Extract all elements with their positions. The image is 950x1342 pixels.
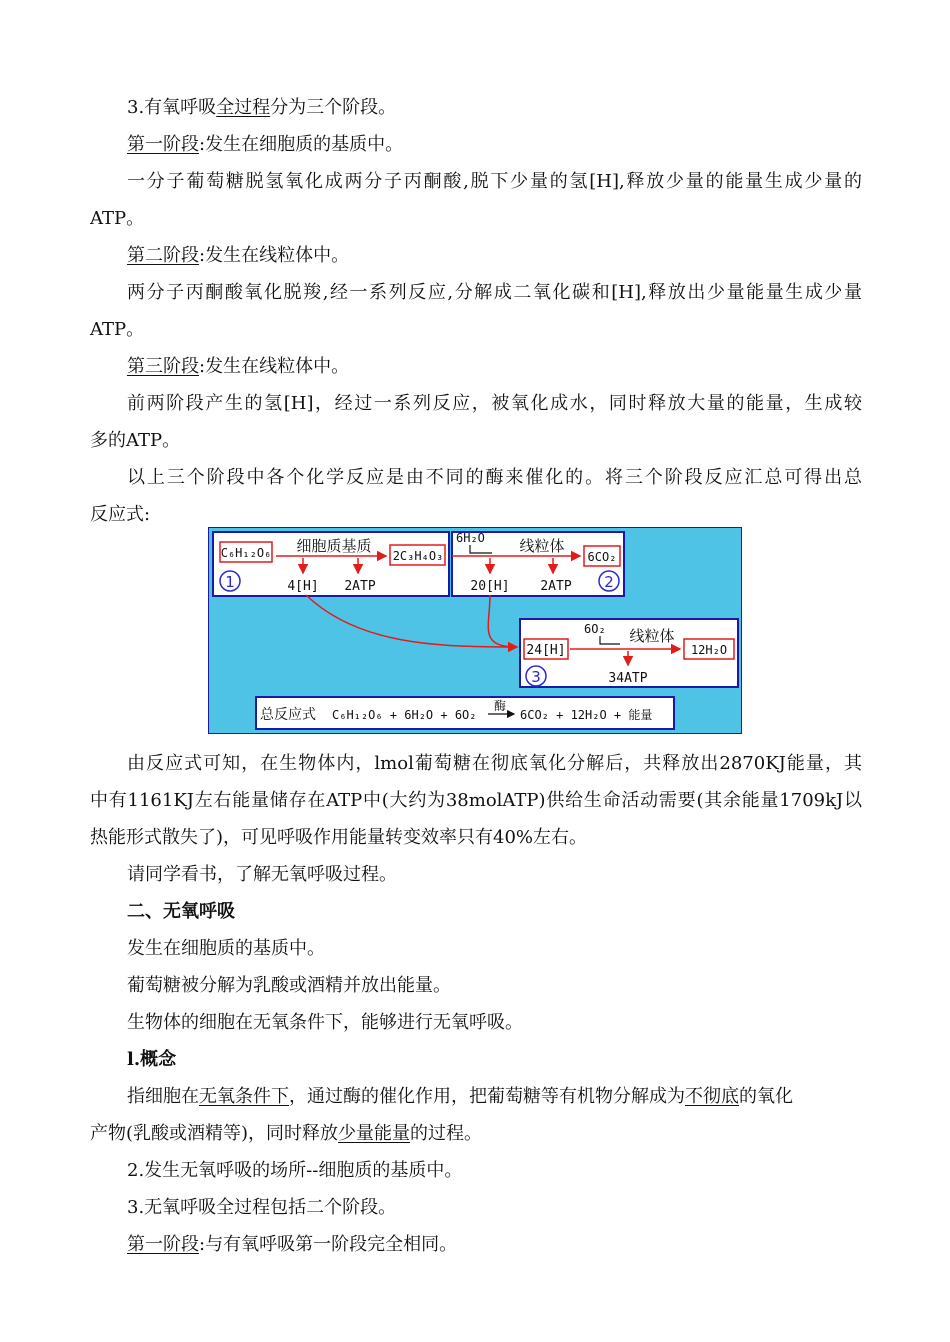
paragraph-anaerobic-products: 葡萄糖被分解为乳酸或酒精并放出能量。 [127,975,451,996]
stage-label: 第三阶段 [127,356,199,377]
stage-two-place: 线粒体 [519,537,565,555]
paragraph-anaerobic-site: 2.发生无氧呼吸的场所--细胞质的基质中。 [127,1160,463,1181]
stage-two-number: 2 [604,573,614,591]
paragraph-summary: 以上三个阶段中各个化学反应是由不同的酶来催化的。将三个阶段反应汇总可得出总 [127,467,862,488]
aerobic-respiration-diagram [208,527,742,734]
water-input: 6H₂O [456,531,485,545]
paragraph-energy-cont1: 中有1161KJ左右能量储存在ATP中(大约为38molATP)供给生命活动需要(其余能量1709kJ以 [90,790,862,811]
anaerobic-stage-one: 第一阶段:与有氧呼吸第一阶段完全相同。 [127,1234,458,1255]
s2-atp: 2ATP [540,579,572,594]
s2-hydrogen: 20[H] [470,579,510,594]
pyruvate-label: 2C₃H₄O₃ [392,549,444,563]
paragraph-anaerobic-conditions: 生物体的细胞在无氧条件下，能够进行无氧呼吸。 [127,1012,523,1033]
s3-hydrogen: 24[H] [526,643,566,658]
paragraph-concept: 指细胞在无氧条件下，通过酶的催化作用，把葡萄糖等有机物分解成为不彻底的氧化 [127,1086,793,1107]
co2-label: 6CO₂ [587,550,617,564]
paragraph-concept-cont: 产物(乳酸或酒精等)，同时释放少量能量的过程。 [90,1123,483,1144]
stage-one-heading: 第一阶段:发生在细胞质的基质中。 [127,134,404,155]
paragraph-energy-cont2: 热能形式散失了)，可见呼吸作用能量转变效率只有40%左右。 [90,827,588,848]
stage-label: 第一阶段 [127,1234,199,1255]
stage-label: 第二阶段 [127,245,199,266]
section-heading-anaerobic: 二、无氧呼吸 [127,901,235,922]
stage-one-number: 1 [225,573,235,591]
stage-three-number: 3 [531,668,541,686]
paragraph-anaerobic-stages: 3.无氧呼吸全过程包括二个阶段。 [127,1197,397,1218]
glucose-label: C₆H₁₂O₆ [220,546,272,560]
stage-three-heading: 第三阶段:发生在线粒体中。 [127,356,350,377]
equation-label: 总反应式 [260,707,316,723]
paragraph-stage-one-cont: ATP。 [90,208,145,229]
equation-right: 6CO₂ + 12H₂O + 能量 [520,708,653,722]
subheading-concept: l.概念 [127,1049,177,1070]
oxygen-input: 6O₂ [584,622,606,636]
paragraph-stage-two-cont: ATP。 [90,319,145,340]
s1-atp: 2ATP [344,579,376,594]
stage-label: 第一阶段 [127,134,199,155]
water-label: 12H₂O [690,643,728,657]
s3-atp: 34ATP [608,671,648,686]
paragraph-stage-one: 一分子葡萄糖脱氢氧化成两分子丙酮酸,脱下少量的氢[H],释放少量的能量生成少量的 [127,171,862,192]
paragraph-stage-two: 两分子丙酮酸氧化脱羧,经一系列反应,分解成二氧化碳和[H],释放出少量能量生成少量 [127,282,862,303]
paragraph-aerobic-stages: 3.有氧呼吸全过程分为三个阶段。 [127,97,397,118]
paragraph-read-book: 请同学看书，了解无氧呼吸过程。 [127,864,397,885]
stage-two-heading: 第二阶段:发生在线粒体中。 [127,245,350,266]
equation-enzyme: 酶 [493,699,507,713]
s1-hydrogen: 4[H] [287,579,319,594]
paragraph-summary-cont: 反应式: [90,504,151,525]
equation-left: C₆H₁₂O₆ + 6H₂O + 6O₂ [332,708,477,722]
stage-three-place: 线粒体 [629,627,675,645]
paragraph-stage-three-cont: 多的ATP。 [90,430,181,451]
paragraph-stage-three: 前两阶段产生的氢[H]，经过一系列反应，被氧化成水，同时释放大量的能量，生成较 [127,393,862,414]
paragraph-anaerobic-place: 发生在细胞质的基质中。 [127,938,325,959]
paragraph-energy: 由反应式可知，在生物体内，lmol葡萄糖在彻底氧化分解后，共释放出2870KJ能量，其 [127,753,862,774]
stage-one-place: 细胞质基质 [296,537,372,555]
